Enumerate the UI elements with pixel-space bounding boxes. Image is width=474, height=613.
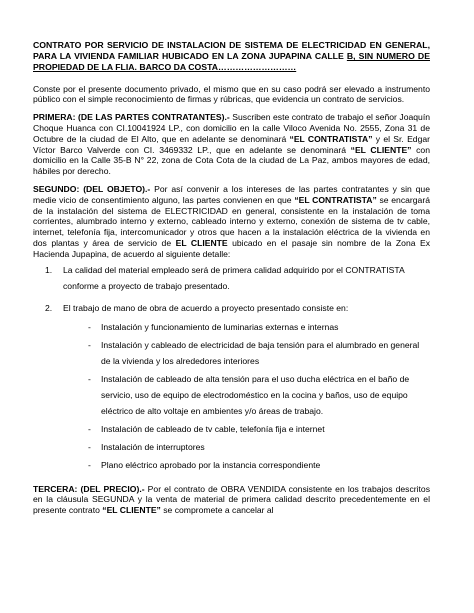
sublist-item-text: Instalación y funcionamiento de luminarias externas e internas — [101, 321, 339, 332]
sublist-item-text: Instalación de cableado de alta tensión para el uso ducha eléctrica en el baño de servicio, uso de equipo de electrodoméstico en la cocina y baños, uso de equipo eléctrico de alto voltaje en ambientes y/o áreas de trabajo. — [101, 373, 410, 416]
sublist-item-text: Instalación y cableado de electricidad de baja tensión para el alumbrado en general de la vivienda y los alrededores interiores — [101, 339, 420, 366]
sublist-item-text: Instalación de cableado de tv cable, telefonía fija e internet — [101, 423, 325, 434]
sublist-item — [63, 337, 430, 369]
list-item — [33, 300, 430, 473]
list-number: 1. — [45, 264, 53, 275]
party-contratista: “EL CONTRATISTA” — [294, 194, 377, 205]
sublist-item — [63, 319, 430, 335]
list-number: 2. — [45, 302, 53, 313]
clause-primera-text: con domicilio en la Calle 35-B N° 22, zona de Cota Cota de la ciudad de La Paz, ambos mayores de edad, hábiles por derecho. — [33, 144, 430, 177]
sublist-item-text: Instalación de interruptores — [101, 441, 205, 452]
intro-paragraph: Conste por el presente documento privado, el mismo que en su caso podrá ser elevado a instrumento público con el simple reconocimiento de firmas y rúbricas, que evidencia un contrato de servicios. — [33, 83, 430, 105]
clause-tercera — [33, 484, 430, 516]
clause-tercera-text: Por el contrato de OBRA VENDIDA consistente en los trabajos descritos en la cláusula SEGUNDA y la venta de material de primera calidad descrito precedentemente en el presente contrato — [33, 483, 430, 516]
clause-primera-text: Suscriben este contrato de trabajo el señor Joaquín Choque Huanca con CI.10041924 LP., con domicilio en la calle Viloco Avenida No. 2555, Zona 31 de Octubre de la ciudad de El Alto, que en adelante se denominará — [33, 112, 431, 144]
list-item-text: El trabajo de mano de obra de acuerdo a proyecto presentado consiste en: — [63, 302, 349, 313]
dash-bullet-icon: - — [88, 459, 91, 470]
list-item-text: La calidad del material empleado será de primera calidad adquirido por el CONTRATISTA conforme a proyecto de trabajo presentado. — [63, 264, 405, 291]
clause-primera-heading: PRIMERA: (DE LAS PARTES CONTRATANTES).- — [33, 112, 230, 123]
sublist-item — [63, 371, 430, 419]
party-cliente: “EL CLIENTE” — [102, 505, 161, 516]
party-cliente: “EL CLIENTE” — [350, 144, 412, 155]
dash-bullet-icon: - — [88, 441, 91, 452]
clause-segundo-text: se encargará de la instalación del sistema de ELECTRICIDAD en general, consistente en la instalación de toma corrientes, alumbrado interno y externo, cableado interno y externo, conexión de sistema de tv cable, internet, telefonía fija, intercomunicador y otros que hacen a la instalación eléctrica de la vivienda en dos plantas y área de servicio de — [33, 194, 430, 248]
dash-bullet-icon: - — [88, 373, 91, 384]
party-contratista: “EL CONTRATISTA” — [289, 133, 373, 144]
title-text: CONTRATO POR SERVICIO DE INSTALACION DE SISTEMA DE ELECTRICIDAD EN GENERAL, PARA LA VIVIENDA FAMILIAR HUBICADO EN LA ZONA JUPAPINA CALLE — [33, 40, 430, 62]
clause-primera-text: y el Sr. Edgar Víctor Barco Valverde con CI. 3469332 LP., que en adelante se denominará — [33, 133, 430, 155]
clause-segundo-text: Por así convenir a los intereses de las partes contratantes y sin que medie vicio de consentimiento alguno, las partes convienen en que — [33, 183, 430, 205]
sublist-item — [63, 421, 430, 437]
work-sublist — [63, 319, 430, 473]
dash-bullet-icon: - — [88, 339, 91, 350]
clause-segundo — [33, 184, 430, 260]
clause-tercera-heading: TERCERA: (DEL PRECIO).- — [33, 483, 145, 494]
clause-segundo-heading: SEGUNDO: (DEL OBJETO).- — [33, 183, 151, 194]
dash-bullet-icon: - — [88, 423, 91, 434]
sublist-item — [63, 457, 430, 473]
clause-segundo-text: ubicado en el pasaje sin nombre de la Zona Ex Hacienda Jupapina, de acuerdo al siguiente detalle: — [33, 237, 430, 259]
clause-primera — [33, 112, 430, 177]
party-cliente: EL CLIENTE — [175, 237, 228, 248]
detail-list — [33, 262, 430, 473]
sublist-item — [63, 439, 430, 455]
list-item — [33, 262, 430, 294]
sublist-item-text: Plano eléctrico aprobado por la instancia correspondiente — [101, 459, 321, 470]
document-page — [33, 40, 430, 523]
clause-tercera-text: se compromete a cancelar al — [160, 505, 274, 516]
dash-bullet-icon: - — [88, 321, 91, 332]
contract-title — [33, 40, 430, 74]
title-underlined-text: B, SIN NUMERO DE PROPIEDAD DE LA FLIA. BARCO DA COSTA……………………… — [33, 51, 430, 73]
